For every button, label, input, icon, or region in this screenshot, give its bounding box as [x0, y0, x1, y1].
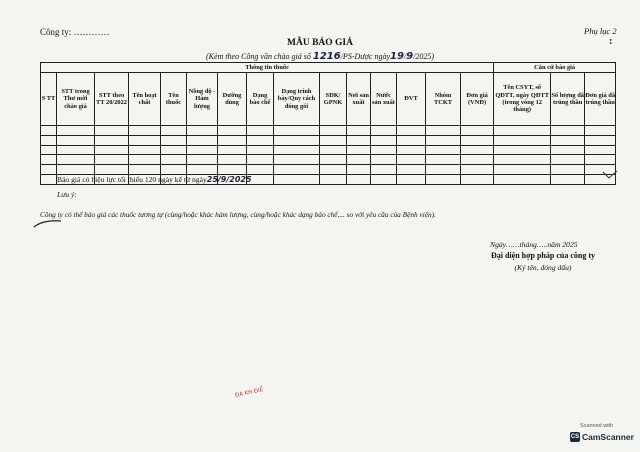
table-cell	[461, 165, 494, 175]
subtitle-sep: /	[403, 52, 407, 61]
disclaimer-text: Công ty có thể báo giá các thuốc tương tự (cùng/hoặc khác hàm lượng, cùng/hoặc khác dạng bào chế,... so với yêu cầu của Bệnh viện).	[40, 210, 436, 219]
column-header: Nước sản xuất	[371, 73, 397, 126]
table-cell	[494, 165, 551, 175]
table-cell	[274, 155, 320, 165]
table-cell	[426, 135, 461, 145]
column-header: SĐK/ GPNK	[320, 73, 347, 126]
table-cell	[161, 165, 187, 175]
company-line: Công ty: …………	[40, 27, 110, 37]
table-row	[41, 145, 616, 155]
table-cell	[494, 135, 551, 145]
table-cell	[397, 126, 426, 136]
table-cell	[274, 135, 320, 145]
table-cell	[551, 126, 585, 136]
table-cell	[247, 165, 274, 175]
table-cell	[41, 126, 57, 136]
table-cell	[426, 174, 461, 184]
table-cell	[585, 155, 616, 165]
stamp-fragment: ĐA KH ĐIỂ	[234, 387, 264, 399]
table-cell	[274, 174, 320, 184]
table-cell	[320, 145, 347, 155]
table-cell	[494, 174, 551, 184]
column-header: Tên CSYT, số QĐTT, ngày QĐTT (trong vòng 12 tháng)	[494, 73, 551, 126]
table-cell	[461, 135, 494, 145]
table-group-header-row	[41, 63, 616, 73]
table-cell	[218, 126, 247, 136]
table-cell	[320, 135, 347, 145]
table-cell	[551, 165, 585, 175]
table-cell	[426, 165, 461, 175]
subtitle-prefix: (Kèm theo Công văn chào giá số	[205, 52, 313, 61]
column-header: Tên hoạt chất	[129, 73, 161, 126]
table-cell	[371, 135, 397, 145]
group-header-quote-basis: Căn cứ báo giá	[494, 63, 616, 73]
table-row	[41, 135, 616, 145]
table-cell	[129, 145, 161, 155]
table-cell	[347, 145, 371, 155]
column-header: STT theo TT 20/2022	[95, 73, 129, 126]
table-cell	[247, 155, 274, 165]
table-cell	[320, 174, 347, 184]
table-cell	[551, 145, 585, 155]
table-cell	[129, 126, 161, 136]
table-cell	[187, 135, 218, 145]
table-cell	[551, 135, 585, 145]
table-cell	[461, 155, 494, 165]
table-cell	[274, 126, 320, 136]
table-cell	[320, 126, 347, 136]
document-subtitle	[0, 51, 640, 62]
table-cell	[347, 155, 371, 165]
column-header: Nhóm TCKT	[426, 73, 461, 126]
table-cell	[397, 155, 426, 165]
table-cell	[397, 135, 426, 145]
table-cell	[426, 155, 461, 165]
group-header-drug-info: Thông tin thuốc	[41, 63, 494, 73]
table-cell	[494, 126, 551, 136]
note-label: Lưu ý:	[57, 190, 77, 199]
table-cell	[320, 165, 347, 175]
handwritten-tick-mark	[600, 168, 620, 182]
column-header: Dạng trình bày/Quy cách đóng gói	[274, 73, 320, 126]
table-cell	[585, 145, 616, 155]
document-title: MẪU BÁO GIÁ	[287, 38, 353, 48]
signature-note: (Ký tên, đóng dấu)	[514, 263, 572, 272]
table-cell	[426, 126, 461, 136]
table-cell	[41, 145, 57, 155]
table-cell	[371, 126, 397, 136]
table-cell	[187, 126, 218, 136]
table-cell	[426, 145, 461, 155]
table-cell	[95, 145, 129, 155]
table-cell	[274, 165, 320, 175]
subtitle-suffix: /2025)	[413, 52, 435, 61]
table-cell	[585, 126, 616, 136]
table-cell	[129, 135, 161, 145]
table-cell	[41, 155, 57, 165]
table-cell	[247, 135, 274, 145]
table-cell	[161, 135, 187, 145]
table-cell	[161, 145, 187, 155]
validity-line	[57, 175, 252, 184]
column-header: Dạng bào chế	[247, 73, 274, 126]
column-header: Tên thuốc	[161, 73, 187, 126]
table-cell	[371, 165, 397, 175]
table-cell	[461, 174, 494, 184]
column-header: Nồng độ - Hàm lượng	[187, 73, 218, 126]
table-cell	[274, 145, 320, 155]
table-cell	[161, 155, 187, 165]
table-cell	[218, 155, 247, 165]
validity-text: Báo giá có hiệu lực tối thiểu 120 ngày kể từ ngày	[57, 175, 207, 184]
table-cell	[247, 126, 274, 136]
camscanner-brand: CamScanner	[582, 432, 634, 442]
table-cell	[187, 145, 218, 155]
date-line: Ngày……tháng…..năm 2025	[490, 240, 578, 249]
table-cell	[371, 155, 397, 165]
column-header: Dường dùng	[218, 73, 247, 126]
table-cell	[95, 165, 129, 175]
table-cell	[57, 135, 95, 145]
subtitle-mid: /PS-Dược ngày	[340, 52, 390, 61]
table-cell	[347, 135, 371, 145]
table-row	[41, 126, 616, 136]
table-header-row	[41, 73, 616, 126]
handwritten-day: 19	[390, 51, 404, 62]
column-header: ĐVT	[397, 73, 426, 126]
table-cell	[129, 165, 161, 175]
table-row	[41, 165, 616, 175]
table-row	[41, 155, 616, 165]
quotation-table	[40, 62, 616, 185]
table-cell	[551, 174, 585, 184]
table-cell	[218, 165, 247, 175]
representative-label: Đại diện hợp pháp của công ty	[490, 251, 595, 260]
table-cell	[41, 165, 57, 175]
table-cell	[247, 145, 274, 155]
table-cell	[494, 155, 551, 165]
table-cell	[347, 126, 371, 136]
table-cell	[371, 174, 397, 184]
table-cell	[57, 145, 95, 155]
table-cell	[397, 165, 426, 175]
table-cell	[187, 155, 218, 165]
scanner-label: Scanned with	[580, 423, 614, 429]
table-cell	[461, 145, 494, 155]
table-cell	[129, 155, 161, 165]
table-cell	[187, 165, 218, 175]
camscanner-logo-icon: CS	[570, 434, 580, 440]
column-header: STT trong Thư mời chào giá	[57, 73, 95, 126]
table-cell	[397, 145, 426, 155]
table-cell	[41, 135, 57, 145]
table-cell	[218, 135, 247, 145]
column-header: Số lượng đã trúng thầu	[551, 73, 585, 126]
table-cell	[95, 155, 129, 165]
table-cell	[95, 126, 129, 136]
table-cell	[347, 174, 371, 184]
validity-date: 25/9/2025	[206, 175, 252, 184]
table-cell	[95, 135, 129, 145]
table-cell	[320, 155, 347, 165]
table-cell	[585, 135, 616, 145]
table-cell	[161, 126, 187, 136]
table-cell	[57, 155, 95, 165]
table-cell	[494, 145, 551, 155]
table-cell	[461, 126, 494, 136]
table-cell	[551, 155, 585, 165]
column-header: Đơn giá đã trúng thầu	[585, 73, 616, 126]
appendix-mark: :	[609, 36, 613, 47]
column-header: Nơi sản xuất	[347, 73, 371, 126]
appendix-label: Phụ lục 2	[584, 26, 617, 36]
table-cell	[41, 174, 57, 184]
handwritten-month: 9	[406, 51, 414, 62]
table-cell	[218, 145, 247, 155]
column-header: Đơn giá (VNĐ)	[461, 73, 494, 126]
handwritten-number: 1216	[312, 51, 341, 62]
table-cell	[57, 165, 95, 175]
column-header: S TT	[41, 73, 57, 126]
table-cell	[397, 174, 426, 184]
table-cell	[57, 126, 95, 136]
camscanner-watermark	[570, 431, 634, 443]
table-cell	[347, 165, 371, 175]
table-cell	[371, 145, 397, 155]
